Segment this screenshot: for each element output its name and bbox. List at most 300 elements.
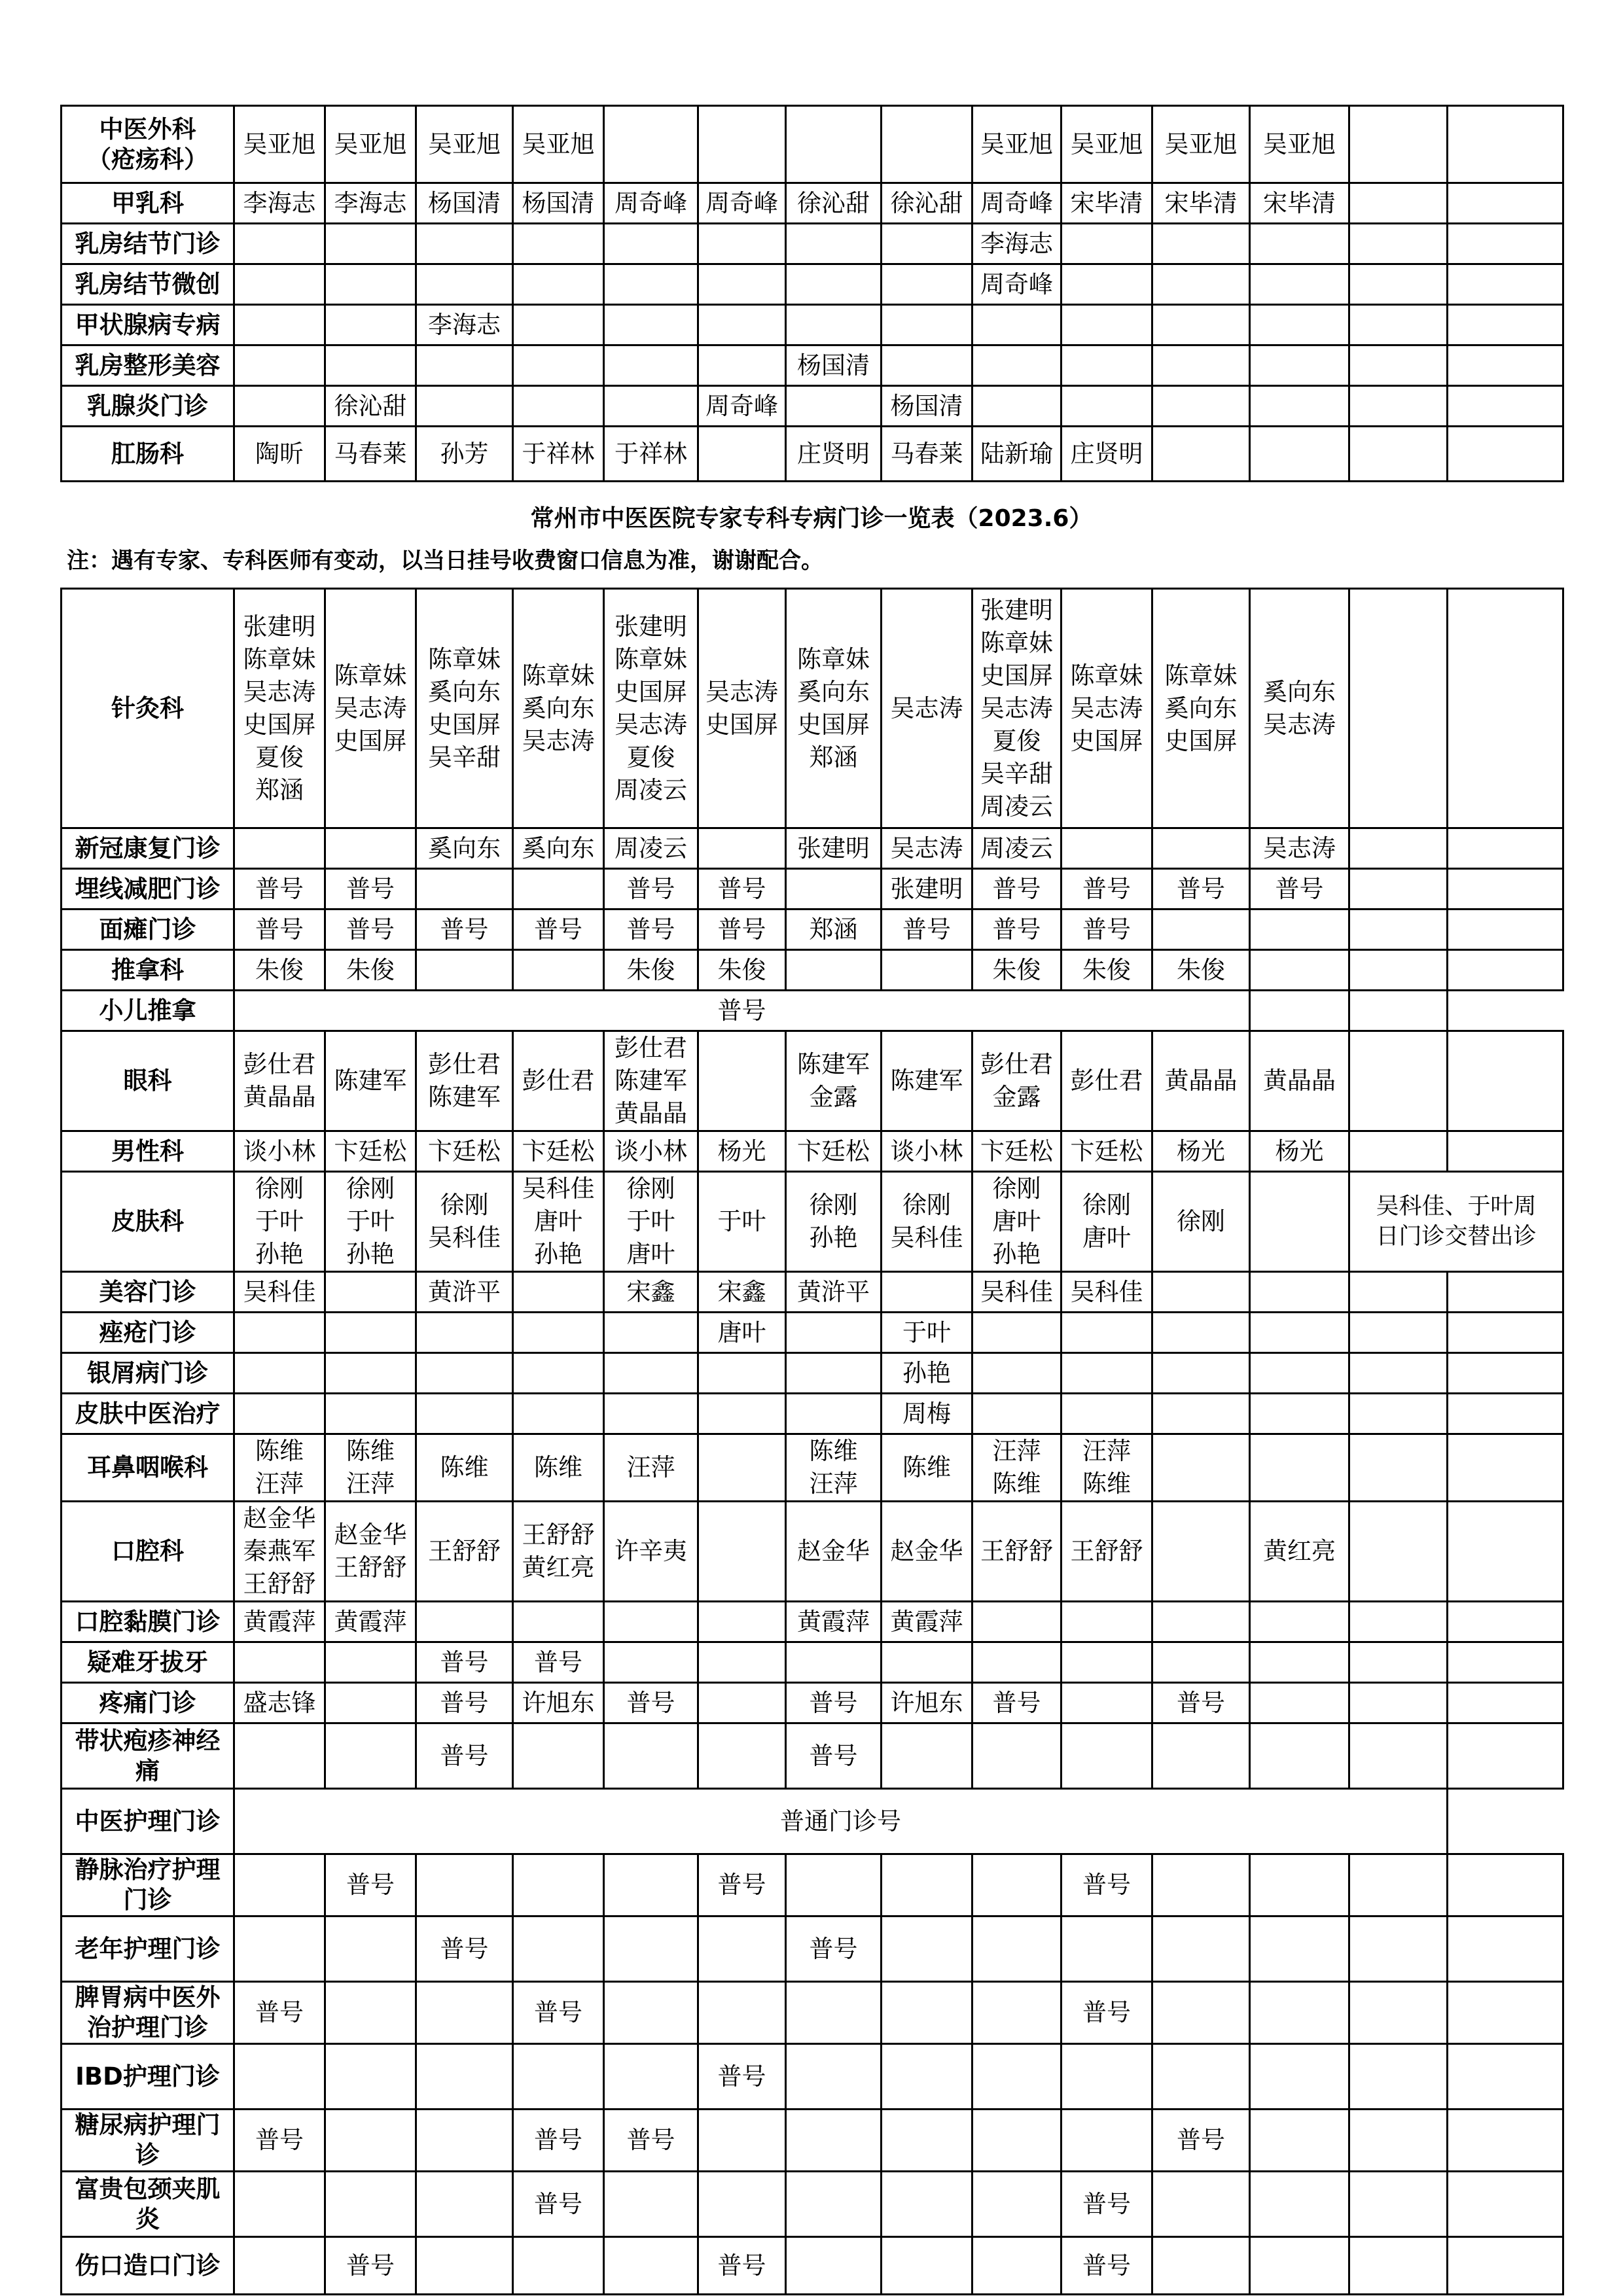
schedule-cell xyxy=(1250,427,1349,482)
schedule-cell: 唐叶 xyxy=(698,1313,786,1353)
schedule-cell xyxy=(234,224,325,264)
schedule-cell xyxy=(972,1394,1061,1434)
dept-name: 痤疮门诊 xyxy=(62,1313,234,1353)
schedule-cell xyxy=(1250,1854,1349,1916)
dept-name: 针灸科 xyxy=(62,589,234,828)
schedule-cell xyxy=(1152,910,1250,950)
schedule-cell xyxy=(1152,1982,1250,2044)
schedule-cell xyxy=(698,1031,786,1131)
schedule-cell: 普号 xyxy=(604,910,698,950)
dept-name: 皮肤科 xyxy=(62,1172,234,1272)
schedule-cell xyxy=(234,1723,325,1789)
schedule-cell xyxy=(325,1982,416,2044)
schedule-cell xyxy=(234,1313,325,1353)
schedule-cell xyxy=(513,2044,604,2110)
schedule-cell xyxy=(1061,1602,1152,1642)
schedule-cell xyxy=(1448,910,1563,950)
schedule-cell xyxy=(1061,2044,1152,2110)
schedule-cell: 吴亚旭 xyxy=(325,106,416,183)
schedule-cell xyxy=(698,224,786,264)
dept-name: 推拿科 xyxy=(62,950,234,991)
schedule-cell xyxy=(513,345,604,386)
schedule-cell: 张建明 陈章妹 史国屏 吴志涛 夏俊 吴辛甜 周凌云 xyxy=(972,589,1061,828)
schedule-cell: 周凌云 xyxy=(604,828,698,869)
dept-name: IBD护理门诊 xyxy=(62,2044,234,2110)
schedule-cell xyxy=(1349,2237,1448,2295)
schedule-cell: 赵金华 xyxy=(882,1502,972,1602)
schedule-cell: 吴科佳 唐叶 孙艳 xyxy=(513,1172,604,1272)
dept-name: 乳房结节微创 xyxy=(62,264,234,305)
schedule-cell xyxy=(604,106,698,183)
table-row xyxy=(62,1394,1563,1434)
schedule-cell xyxy=(325,2172,416,2237)
schedule-cell xyxy=(1448,224,1563,264)
schedule-cell: 吴亚旭 xyxy=(416,106,513,183)
schedule-cell: 陈章妹 吴志涛 史国屏 xyxy=(325,589,416,828)
schedule-cell: 朱俊 xyxy=(972,950,1061,991)
schedule-cell: 朱俊 xyxy=(604,950,698,991)
schedule-cell xyxy=(1448,345,1563,386)
schedule-cell xyxy=(234,2172,325,2237)
schedule-cell xyxy=(698,1394,786,1434)
schedule-cell xyxy=(1349,2110,1448,2172)
table-row xyxy=(62,1353,1563,1394)
schedule-cell: 陈维 xyxy=(882,1434,972,1502)
schedule-cell xyxy=(1448,2237,1563,2295)
schedule-cell xyxy=(1349,1353,1448,1394)
schedule-cell: 陈章妹 奚向东 吴志涛 xyxy=(513,589,604,828)
schedule-cell xyxy=(513,1394,604,1434)
dept-name: 埋线减肥门诊 xyxy=(62,869,234,910)
schedule-cell: 王舒舒 黄红亮 xyxy=(513,1502,604,1602)
schedule-cell xyxy=(972,386,1061,427)
schedule-cell: 普号 xyxy=(1061,910,1152,950)
schedule-cell xyxy=(698,264,786,305)
schedule-cell: 普号 xyxy=(972,910,1061,950)
schedule-cell: 徐沁甜 xyxy=(882,183,972,224)
table-row xyxy=(62,1313,1563,1353)
schedule-cell xyxy=(604,2237,698,2295)
schedule-cell xyxy=(1152,224,1250,264)
schedule-cell xyxy=(1152,427,1250,482)
schedule-cell xyxy=(1152,1642,1250,1683)
schedule-cell xyxy=(325,224,416,264)
schedule-cell xyxy=(698,1916,786,1982)
schedule-cell xyxy=(325,1394,416,1434)
schedule-cell: 于叶 xyxy=(698,1172,786,1272)
schedule-cell xyxy=(1349,1916,1448,1982)
table-row xyxy=(62,1642,1563,1683)
table-row xyxy=(62,1723,1563,1789)
schedule-cell xyxy=(882,1272,972,1313)
schedule-cell: 张建明 陈章妹 吴志涛 史国屏 夏俊 郑涵 xyxy=(234,589,325,828)
schedule-cell: 普号 xyxy=(416,1916,513,1982)
schedule-cell xyxy=(1250,1313,1349,1353)
schedule-cell: 李海志 xyxy=(325,183,416,224)
schedule-cell xyxy=(786,1642,882,1683)
schedule-cell xyxy=(234,345,325,386)
schedule-cell: 普号 xyxy=(698,869,786,910)
schedule-cell xyxy=(1250,1272,1349,1313)
schedule-cell: 彭仕君 xyxy=(1061,1031,1152,1131)
schedule-cell xyxy=(325,1353,416,1394)
schedule-cell xyxy=(325,1272,416,1313)
schedule-cell: 张建明 xyxy=(882,869,972,910)
schedule-cell xyxy=(1061,1313,1152,1353)
schedule-cell xyxy=(1349,1683,1448,1723)
schedule-cell xyxy=(604,1916,698,1982)
schedule-cell xyxy=(1152,1313,1250,1353)
schedule-cell: 彭仕君 黄晶晶 xyxy=(234,1031,325,1131)
schedule-cell: 普号 xyxy=(698,2237,786,2295)
schedule-cell xyxy=(1448,2110,1563,2172)
schedule-cell: 普号 xyxy=(234,2110,325,2172)
schedule-cell: 杨国清 xyxy=(882,386,972,427)
schedule-cell xyxy=(1152,1272,1250,1313)
schedule-cell xyxy=(1061,828,1152,869)
schedule-cell xyxy=(698,305,786,345)
schedule-cell xyxy=(325,1916,416,1982)
schedule-cell: 杨国清 xyxy=(786,345,882,386)
schedule-cell xyxy=(786,869,882,910)
table-row xyxy=(62,869,1563,910)
schedule-cell: 赵金华 xyxy=(786,1502,882,1602)
schedule-cell xyxy=(416,1394,513,1434)
schedule-cell: 李海志 xyxy=(972,224,1061,264)
schedule-cell xyxy=(698,828,786,869)
schedule-cell xyxy=(972,1982,1061,2044)
table-row xyxy=(62,264,1563,305)
schedule-cell xyxy=(1349,1502,1448,1602)
schedule-cell: 普号 xyxy=(416,1683,513,1723)
schedule-cell xyxy=(882,264,972,305)
schedule-cell xyxy=(1349,264,1448,305)
dept-name: 中医护理门诊 xyxy=(62,1789,234,1854)
schedule-cell: 普号 xyxy=(604,2110,698,2172)
schedule-cell xyxy=(416,386,513,427)
schedule-cell: 陈维 汪萍 xyxy=(325,1434,416,1502)
schedule-cell: 普号 xyxy=(698,2044,786,2110)
schedule-cell xyxy=(513,1313,604,1353)
schedule-cell: 周奇峰 xyxy=(698,183,786,224)
schedule-cell: 徐刚 于叶 孙艳 xyxy=(325,1172,416,1272)
schedule-cell: 杨国清 xyxy=(416,183,513,224)
schedule-cell xyxy=(1152,1434,1250,1502)
schedule-cell: 卞廷松 xyxy=(972,1131,1061,1172)
schedule-cell xyxy=(1152,1602,1250,1642)
schedule-cell xyxy=(972,2237,1061,2295)
schedule-cell xyxy=(1349,1131,1448,1172)
schedule-cell: 马春莱 xyxy=(325,427,416,482)
schedule-cell: 陈章妹 吴志涛 史国屏 xyxy=(1061,589,1152,828)
table-row xyxy=(62,1789,1563,1854)
schedule-cell: 赵金华 王舒舒 xyxy=(325,1502,416,1602)
schedule-cell xyxy=(604,1642,698,1683)
schedule-cell xyxy=(1448,1642,1563,1683)
table-row xyxy=(62,1854,1563,1916)
schedule-cell: 许旭东 xyxy=(882,1683,972,1723)
schedule-cell: 周梅 xyxy=(882,1394,972,1434)
schedule-cell: 普号 xyxy=(513,2110,604,2172)
schedule-cell: 普号 xyxy=(325,910,416,950)
schedule-cell: 于祥林 xyxy=(513,427,604,482)
schedule-cell: 普号 xyxy=(1061,2237,1152,2295)
schedule-cell xyxy=(1061,1353,1152,1394)
schedule-cell: 普号 xyxy=(416,1723,513,1789)
schedule-cell: 吴亚旭 xyxy=(1152,106,1250,183)
schedule-cell xyxy=(513,1723,604,1789)
schedule-cell xyxy=(972,345,1061,386)
table-row xyxy=(62,1602,1563,1642)
schedule-cell xyxy=(1250,1916,1349,1982)
schedule-cell xyxy=(234,305,325,345)
schedule-cell xyxy=(1448,264,1563,305)
schedule-cell: 陈建军 xyxy=(882,1031,972,1131)
schedule-cell xyxy=(604,1313,698,1353)
schedule-cell xyxy=(1349,183,1448,224)
schedule-cell xyxy=(786,2044,882,2110)
schedule-cell: 卞廷松 xyxy=(325,1131,416,1172)
schedule-cell: 吴科佳 xyxy=(972,1272,1061,1313)
schedule-cell: 于祥林 xyxy=(604,427,698,482)
schedule-cell xyxy=(786,1394,882,1434)
schedule-cell xyxy=(1349,1982,1448,2044)
dept-name: 银屑病门诊 xyxy=(62,1353,234,1394)
schedule-cell xyxy=(1061,1723,1152,1789)
table-row xyxy=(62,2110,1563,2172)
schedule-cell xyxy=(1152,1502,1250,1602)
schedule-cell xyxy=(786,305,882,345)
schedule-cell xyxy=(325,1642,416,1683)
schedule-cell: 彭仕君 陈建军 xyxy=(416,1031,513,1131)
schedule-cell: 陈维 汪萍 xyxy=(234,1434,325,1502)
table-row xyxy=(62,1916,1563,1982)
schedule-cell: 奚向东 吴志涛 xyxy=(1250,589,1349,828)
table-row xyxy=(62,1031,1563,1131)
schedule-cell: 黄红亮 xyxy=(1250,1502,1349,1602)
schedule-cell xyxy=(1448,1031,1563,1131)
schedule-cell xyxy=(1250,950,1349,991)
schedule-cell xyxy=(698,1434,786,1502)
schedule-cell: 孙艳 xyxy=(882,1353,972,1394)
schedule-cell xyxy=(513,224,604,264)
schedule-cell xyxy=(513,1353,604,1394)
dept-name: 口腔黏膜门诊 xyxy=(62,1602,234,1642)
schedule-cell xyxy=(1448,1394,1563,1434)
schedule-cell xyxy=(1061,1394,1152,1434)
schedule-cell xyxy=(513,1602,604,1642)
schedule-cell: 普号 xyxy=(1061,869,1152,910)
schedule-cell xyxy=(1250,1602,1349,1642)
schedule-cell: 徐刚 xyxy=(1152,1172,1250,1272)
schedule-cell: 普号 xyxy=(786,1683,882,1723)
schedule-cell xyxy=(416,345,513,386)
schedule-cell xyxy=(325,1683,416,1723)
schedule-cell: 普号 xyxy=(882,910,972,950)
schedule-cell xyxy=(1349,950,1448,991)
dept-name: 耳鼻咽喉科 xyxy=(62,1434,234,1502)
schedule-cell xyxy=(604,1982,698,2044)
schedule-cell: 普号 xyxy=(325,2237,416,2295)
schedule-cell xyxy=(325,305,416,345)
schedule-cell xyxy=(1152,2172,1250,2237)
schedule-cell: 普号 xyxy=(234,1982,325,2044)
dept-name: 糖尿病护理门 诊 xyxy=(62,2110,234,2172)
notice-text: 注：遇有专家、专科医师有变动，以当日挂号收费窗口信息为准，谢谢配合。 xyxy=(67,548,823,574)
schedule-cell xyxy=(513,1272,604,1313)
table-row xyxy=(62,991,1563,1031)
schedule-cell: 普号 xyxy=(513,1642,604,1683)
schedule-cell xyxy=(513,1854,604,1916)
schedule-cell: 张建明 xyxy=(786,828,882,869)
schedule-cell xyxy=(882,1916,972,1982)
schedule-cell xyxy=(698,345,786,386)
dept-name: 乳房结节门诊 xyxy=(62,224,234,264)
schedule-cell: 陈章妹 奚向东 史国屏 吴辛甜 xyxy=(416,589,513,828)
schedule-cell: 盛志锋 xyxy=(234,1683,325,1723)
schedule-cell xyxy=(1250,1723,1349,1789)
schedule-cell: 庄贤明 xyxy=(786,427,882,482)
schedule-cell xyxy=(1250,1982,1349,2044)
dept-name: 伤口造口门诊 xyxy=(62,2237,234,2295)
schedule-cell xyxy=(698,1502,786,1602)
schedule-cell xyxy=(234,1353,325,1394)
schedule-cell: 彭仕君 xyxy=(513,1031,604,1131)
table-row xyxy=(62,305,1563,345)
schedule-cell xyxy=(325,1313,416,1353)
schedule-cell xyxy=(1448,1272,1563,1313)
schedule-cell: 吴志涛 xyxy=(882,589,972,828)
schedule-cell: 普号 xyxy=(234,869,325,910)
schedule-cell: 卞廷松 xyxy=(786,1131,882,1172)
schedule-cell xyxy=(604,224,698,264)
schedule-cell: 朱俊 xyxy=(325,950,416,991)
schedule-cell xyxy=(1448,183,1563,224)
schedule-cell xyxy=(882,305,972,345)
schedule-cell xyxy=(1250,2110,1349,2172)
schedule-cell xyxy=(234,386,325,427)
schedule-cell xyxy=(1448,1353,1563,1394)
schedule-cell xyxy=(972,2110,1061,2172)
schedule-cell xyxy=(416,950,513,991)
schedule-cell: 普号 xyxy=(1061,2172,1152,2237)
schedule-cell xyxy=(882,1854,972,1916)
schedule-cell: 吴亚旭 xyxy=(234,106,325,183)
schedule-cell: 朱俊 xyxy=(698,950,786,991)
schedule-cell: 普号 xyxy=(325,869,416,910)
schedule-table-top xyxy=(60,105,1564,482)
schedule-cell xyxy=(604,305,698,345)
schedule-cell xyxy=(1152,1394,1250,1434)
schedule-cell xyxy=(1250,345,1349,386)
table-row xyxy=(62,828,1563,869)
table-row xyxy=(62,386,1563,427)
schedule-cell xyxy=(972,1353,1061,1394)
schedule-cell: 徐刚 唐叶 孙艳 xyxy=(972,1172,1061,1272)
schedule-cell: 普号 xyxy=(1152,869,1250,910)
dept-name: 小儿推拿 xyxy=(62,991,234,1031)
schedule-cell: 杨国清 xyxy=(513,183,604,224)
schedule-cell xyxy=(698,2110,786,2172)
schedule-cell: 彭仕君 金露 xyxy=(972,1031,1061,1131)
schedule-cell: 黄晶晶 xyxy=(1250,1031,1349,1131)
schedule-cell xyxy=(234,2237,325,2295)
dept-name: 富贵包颈夹肌 炎 xyxy=(62,2172,234,2237)
schedule-cell: 陈章妹 奚向东 史国屏 郑涵 xyxy=(786,589,882,828)
schedule-cell xyxy=(1448,1602,1563,1642)
schedule-cell xyxy=(325,2110,416,2172)
schedule-cell: 宋鑫 xyxy=(698,1272,786,1313)
schedule-cell xyxy=(1349,345,1448,386)
table-row xyxy=(62,1172,1563,1272)
schedule-cell: 普号 xyxy=(1152,2110,1250,2172)
schedule-cell: 陈建军 金露 xyxy=(786,1031,882,1131)
schedule-cell: 普号 xyxy=(1061,1854,1152,1916)
schedule-cell: 陈维 汪萍 xyxy=(786,1434,882,1502)
schedule-cell xyxy=(1061,1642,1152,1683)
table-row xyxy=(62,1131,1563,1172)
schedule-cell: 黄霞萍 xyxy=(325,1602,416,1642)
schedule-cell xyxy=(1152,345,1250,386)
schedule-cell: 吴科佳 xyxy=(1061,1272,1152,1313)
schedule-cell: 李海志 xyxy=(234,183,325,224)
schedule-cell xyxy=(1061,305,1152,345)
schedule-cell xyxy=(1061,386,1152,427)
schedule-cell: 汪萍 陈维 xyxy=(972,1434,1061,1502)
schedule-cell xyxy=(1152,1854,1250,1916)
schedule-cell: 朱俊 xyxy=(1152,950,1250,991)
schedule-cell: 吴亚旭 xyxy=(1250,106,1349,183)
schedule-cell xyxy=(604,264,698,305)
schedule-cell xyxy=(416,2237,513,2295)
schedule-cell xyxy=(1349,869,1448,910)
schedule-cell: 杨光 xyxy=(698,1131,786,1172)
schedule-cell xyxy=(1349,1434,1448,1502)
schedule-cell: 普号 xyxy=(325,1854,416,1916)
schedule-cell xyxy=(604,1353,698,1394)
schedule-cell xyxy=(513,950,604,991)
schedule-cell xyxy=(1448,1982,1563,2044)
schedule-cell: 杨光 xyxy=(1250,1131,1349,1172)
schedule-cell: 汪萍 陈维 xyxy=(1061,1434,1152,1502)
schedule-cell xyxy=(786,1353,882,1394)
schedule-cell xyxy=(1250,386,1349,427)
schedule-cell: 黄晶晶 xyxy=(1152,1031,1250,1131)
schedule-cell: 吴亚旭 xyxy=(972,106,1061,183)
dept-name: 眼科 xyxy=(62,1031,234,1131)
schedule-cell: 普号 xyxy=(698,910,786,950)
schedule-cell: 朱俊 xyxy=(234,950,325,991)
schedule-cell: 黄浒平 xyxy=(786,1272,882,1313)
schedule-cell xyxy=(1448,1502,1563,1602)
schedule-cell xyxy=(513,386,604,427)
schedule-cell xyxy=(1061,1916,1152,1982)
schedule-cell xyxy=(1448,386,1563,427)
schedule-cell: 普号 xyxy=(1061,1982,1152,2044)
schedule-cell: 吴志涛 xyxy=(882,828,972,869)
schedule-cell xyxy=(1061,264,1152,305)
schedule-cell xyxy=(972,1854,1061,1916)
schedule-cell xyxy=(1448,589,1563,828)
schedule-cell xyxy=(1349,1642,1448,1683)
schedule-cell xyxy=(1250,1353,1349,1394)
dept-name: 男性科 xyxy=(62,1131,234,1172)
schedule-cell xyxy=(786,950,882,991)
schedule-cell xyxy=(1448,1683,1563,1723)
schedule-cell: 宋毕清 xyxy=(1061,183,1152,224)
dept-name: 脾胃病中医外 治护理门诊 xyxy=(62,1982,234,2044)
schedule-cell xyxy=(786,106,882,183)
